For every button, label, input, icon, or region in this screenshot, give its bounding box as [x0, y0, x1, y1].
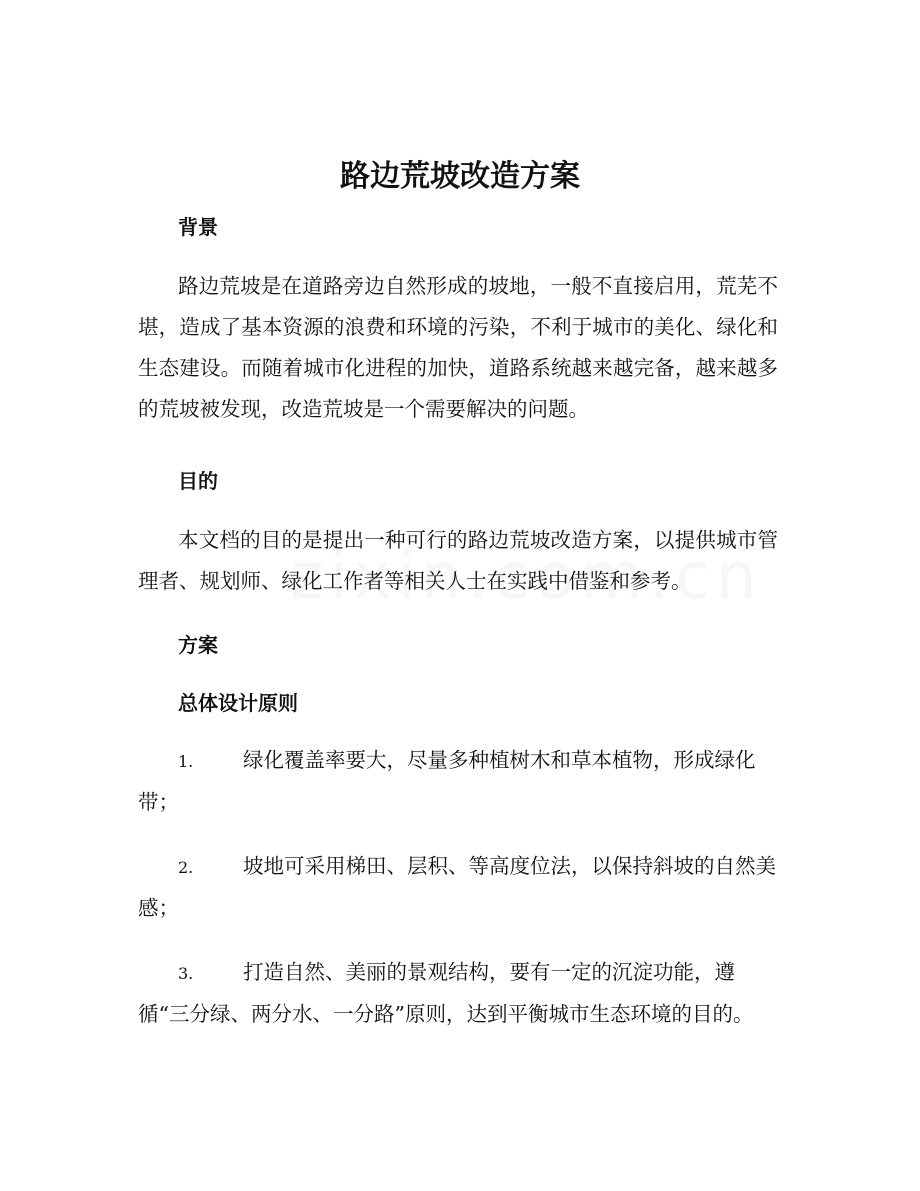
list-item-number: 1. [178, 752, 194, 771]
subheading-design-principles: 总体设计原则 [178, 691, 298, 715]
list-item [138, 846, 778, 929]
list-item [138, 952, 778, 1035]
list-item-number: 2. [178, 858, 194, 877]
paragraph-purpose: 本文档的目的是提出一种可行的路边荒坡改造方案，以提供城市管理者、规划师、绿化工作者等相关人士在实践中借鉴和参考。 [138, 528, 778, 593]
list-item-text: 打造自然、美丽的景观结构，要有一定的沉淀功能，遵循“三分绿、两分水、一分路”原则，达到平衡城市生态环境的目的。 [138, 960, 754, 1026]
list-item-number: 3. [178, 964, 194, 983]
heading-background: 背景 [178, 215, 218, 239]
list-item-text: 坡地可采用梯田、层积、等高度位法，以保持斜坡的自然美感； [138, 854, 776, 920]
heading-plan: 方案 [178, 633, 218, 657]
document-title: 路边荒坡改造方案 [340, 159, 580, 194]
paragraph-background: 路边荒坡是在道路旁边自然形成的坡地，一般不直接启用，荒芜不堪，造成了基本资源的浪费和环境的污染，不利于城市的美化、绿化和生态建设。而随着城市化进程的加快，道路系统越来越完备，越来越多的荒坡被发现，改造荒坡是一个需要解决的问题。 [138, 274, 778, 421]
heading-purpose: 目的 [178, 469, 218, 493]
list-item [138, 740, 778, 823]
list-item-text: 绿化覆盖率要大，尽量多种植树木和草本植物，形成绿化带； [138, 748, 756, 814]
